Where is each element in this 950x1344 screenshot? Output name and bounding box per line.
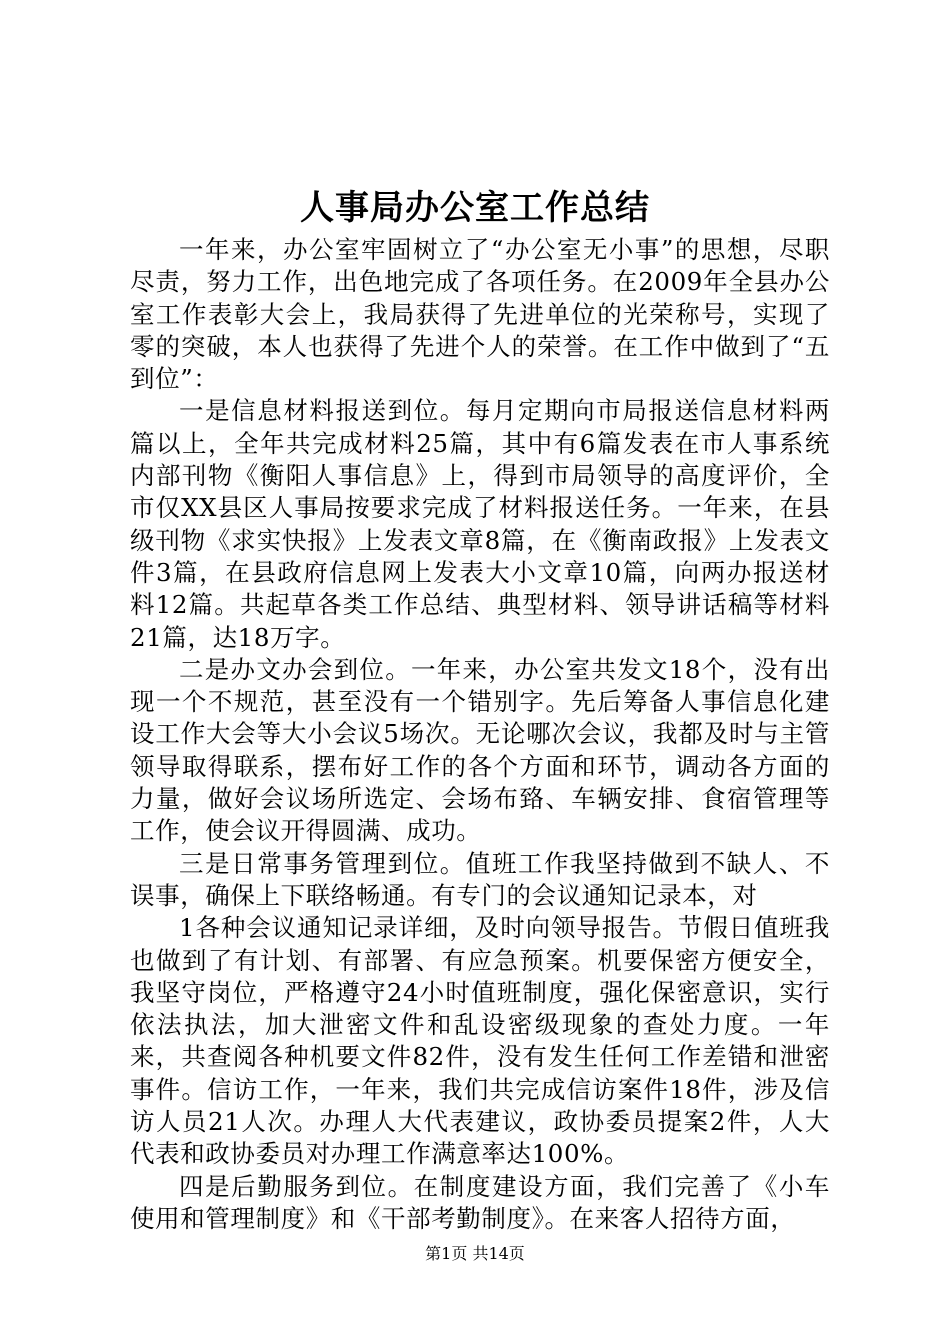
paragraph-documents-meetings: 二是办文办会到位。一年来，办公室共发文18个，没有出现一个不规范，甚至没有一个错别字。先后筹备人事信息化建设工作大会等大小会议5场次。无论哪次会议，我都及时与主管领导取得联系，摆布好工作的各个方面和环节，调动各方面的力量，做好会议场所选定、会场布臵、车辆安排、食宿管理等工作，使会议开得圆满、成功。 <box>130 654 830 846</box>
paragraph-information: 一是信息材料报送到位。每月定期向市局报送信息材料两篇以上，全年共完成材料25篇，其中有6篇发表在市人事系统内部刊物《衡阳人事信息》上，得到市局领导的高度评价，全市仅XX县区人事局按要求完成了材料报送任务。一年来，在县级刊物《求实快报》上发表文章8篇，在《衡南政报》上发表文件3篇，在县政府信息网上发表大小文章10篇，向两办报送材料12篇。共起草各类工作总结、典型材料、领导讲话稿等材料21篇，达18万字。 <box>130 396 830 652</box>
paragraph-logistics: 四是后勤服务到位。在制度建设方面，我们完善了《小车使用和管理制度》和《干部考勤制度》。在来客人招待方面， <box>130 1171 830 1233</box>
page-number: 第1页 共14页 <box>425 1244 525 1263</box>
document-title: 人事局办公室工作总结 <box>300 188 650 228</box>
paragraph-daily-affairs-continued: 1各种会议通知记录详细，及时向领导报告。节假日值班我也做到了有计划、有部署、有应急预案。机要保密方便安全，我坚守岗位，严格遵守24小时值班制度，强化保密意识，实行依法执法，加大泄密文件和乱设密级现象的查处力度。一年来，共查阅各种机要文件82件，没有发生任何工作差错和泄密事件。信访工作，一年来，我们共完成信访案件18件，涉及信访人员21人次。办理人大代表建议，政协委员提案2件，人大代表和政协委员对办理工作满意率达100%。 <box>130 913 830 1169</box>
paragraph-daily-affairs: 三是日常事务管理到位。值班工作我坚持做到不缺人、不误事，确保上下联络畅通。有专门的会议通知记录本，对 <box>130 848 830 910</box>
document-body <box>130 234 830 1235</box>
paragraph-intro: 一年来，办公室牢固树立了“办公室无小事”的思想，尽职尽责，努力工作，出色地完成了各项任务。在2009年全县办公室工作表彰大会上，我局获得了先进单位的光荣称号，实现了零的突破，本人也获得了先进个人的荣誉。在工作中做到了“五到位”： <box>130 235 830 394</box>
